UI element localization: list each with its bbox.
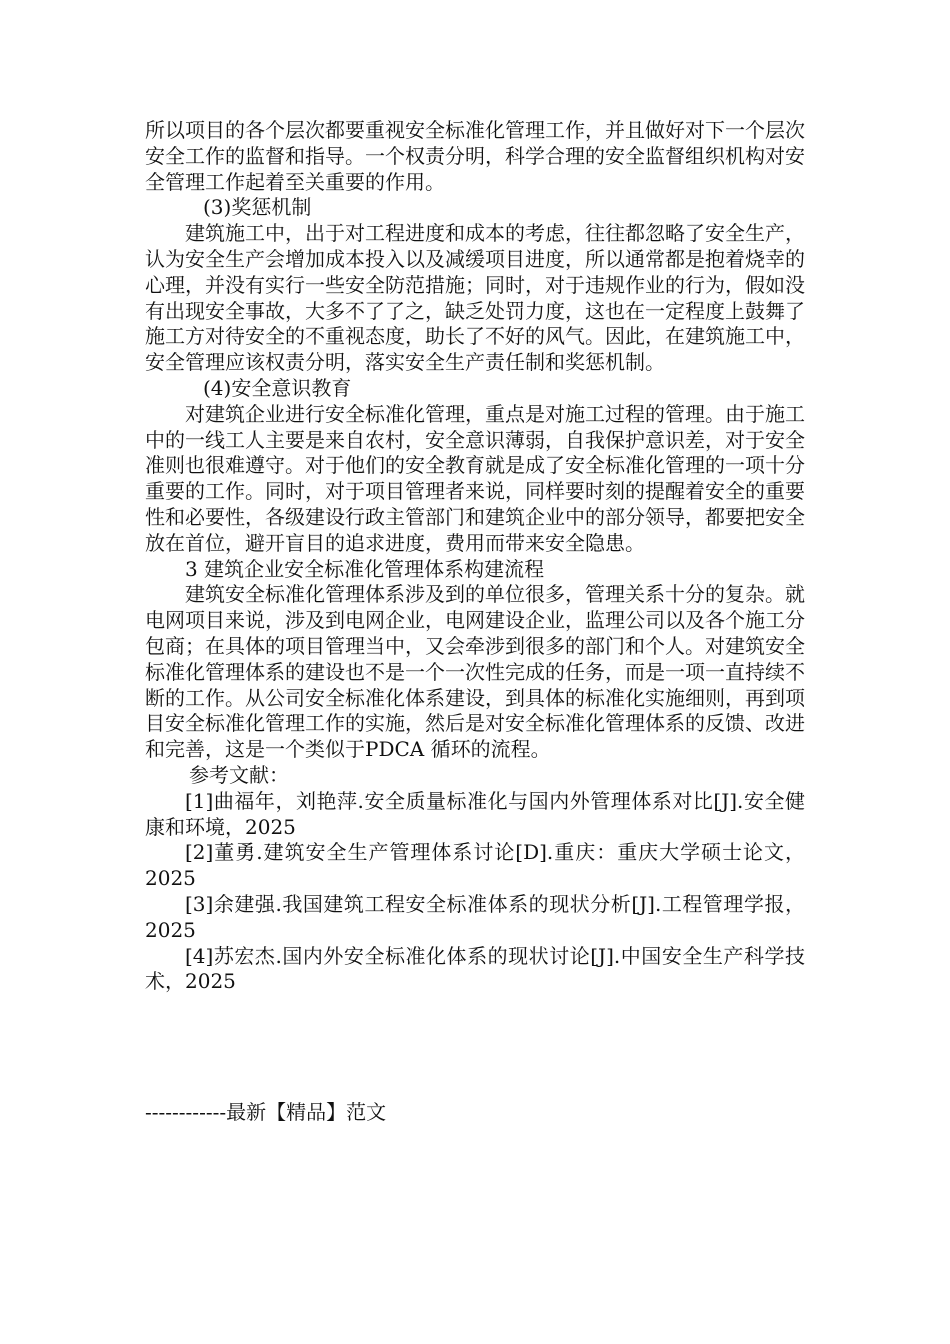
- subheading-reward-punishment: (3)奖惩机制: [203, 195, 312, 220]
- reference-item-1: [1]曲福年，刘艳萍.安全质量标准化与国内外管理体系对比[J].安全健康和环境，2025: [145, 788, 805, 839]
- paragraph-hierarchy-supervision: 所以项目的各个层次都要重视安全标准化管理工作，并且做好对下一个层次安全工作的监督和指导。一个权责分明，科学合理的安全监督组织机构对安全管理工作起着至关重要的作用。: [145, 118, 805, 194]
- references-label: 参考文献：: [189, 762, 289, 787]
- reference-item-2: [2]董勇.建筑安全生产管理体系讨论[D].重庆：重庆大学硕士论文，2025: [145, 840, 805, 891]
- section-heading-3: 3 建筑企业安全标准化管理体系构建流程: [185, 556, 545, 581]
- footer-text: ------------最新【精品】范文: [145, 1100, 387, 1124]
- reference-item-4: [4]苏宏杰.国内外安全标准化体系的现状讨论[J].中国安全生产科学技术，2025: [145, 943, 805, 994]
- paragraph-construction-process: 建筑安全标准化管理体系涉及到的单位很多，管理关系十分的复杂。就电网项目来说，涉及到电网企业，电网建设企业，监理公司以及各个施工分包商；在具体的项目管理当中，又会牵涉到很多的部门和个人。对建筑安全标准化管理体系的建设也不是一个一次性完成的任务，而是一项一直持续不断的工作。从公司安全标准化体系建设，到具体的标准化实施细则，再到项目安全标准化管理工作的实施，然后是对安全标准化管理体系的反馈、改进和完善，这是一个类似于PDCA 循环的流程。: [145, 582, 805, 762]
- reference-item-3: [3]余建强.我国建筑工程安全标准体系的现状分析[J].工程管理学报，2025: [145, 891, 805, 942]
- paragraph-reward-punishment: 建筑施工中，出于对工程进度和成本的考虑，往往都忽略了安全生产，认为安全生产会增加成本投入以及减缓项目进度，所以通常都是抱着烧幸的心理，并没有实行一些安全防范措施；同时，对于违规作业的行为，假如没有出现安全事故，大多不了了之，缺乏处罚力度，这也在一定程度上鼓舞了施工方对待安全的不重视态度，助长了不好的风气。因此，在建筑施工中，安全管理应该权责分明，落实安全生产责任制和奖惩机制。: [145, 221, 805, 375]
- document-body: [145, 118, 805, 995]
- subheading-safety-awareness: (4)安全意识教育: [203, 375, 352, 400]
- paragraph-safety-awareness: 对建筑企业进行安全标准化管理，重点是对施工过程的管理。由于施工中的一线工人主要是来自农村，安全意识薄弱，自我保护意识差，对于安全准则也很难遵守。对于他们的安全教育就是成了安全标准化管理的一项十分重要的工作。同时，对于项目管理者来说，同样要时刻的提醒着安全的重要性和必要性，各级建设行政主管部门和建筑企业中的部分领导，都要把安全放在首位，避开盲目的追求进度，费用而带来安全隐患。: [145, 401, 805, 555]
